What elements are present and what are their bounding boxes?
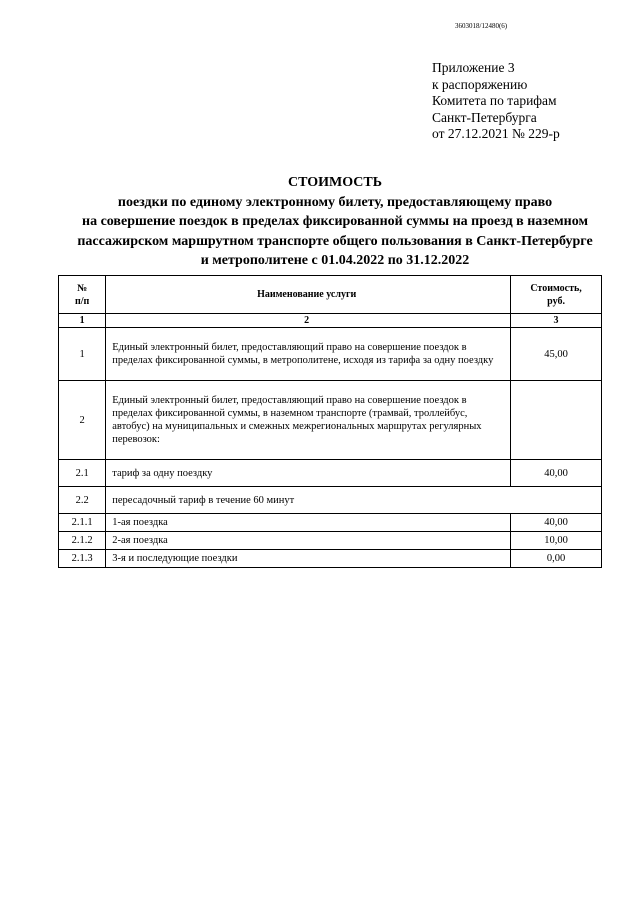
row-price: 0,00 <box>511 550 602 568</box>
appendix-line: от 27.12.2021 № 229-р <box>432 126 560 141</box>
table-row <box>59 532 602 550</box>
table-row <box>59 328 602 381</box>
header-name: Наименование услуги <box>106 276 511 314</box>
row-price: 40,00 <box>511 460 602 487</box>
row-price: 10,00 <box>511 532 602 550</box>
title-line: пассажирском маршрутном транспорте общего пользования в Санкт-Петербурге <box>77 233 593 249</box>
row-price: 45,00 <box>511 328 602 381</box>
appendix-line: к распоряжению <box>432 76 528 92</box>
row-num: 2.1.2 <box>59 532 106 550</box>
table-header-row <box>59 276 602 314</box>
header-num: № п/п <box>59 276 106 314</box>
title-line: на совершение поездок в пределах фиксированной суммы на проезд в наземном <box>82 214 588 229</box>
col-number: 2 <box>106 314 511 328</box>
row-name: 2-ая поездка <box>106 532 511 550</box>
table-row <box>59 487 602 514</box>
document-title <box>0 173 640 271</box>
column-number-row <box>59 314 602 328</box>
row-name: пересадочный тариф в течение 60 минут <box>106 487 602 514</box>
title-heading: СТОИМОСТЬ <box>287 175 383 190</box>
row-price <box>511 381 602 460</box>
row-name: Единый электронный билет, предоставляющий право на совершение поездок в пределах фиксированной суммы, в наземном транспорте (трамвай, троллейбус, автобус) на муниципальных и смежных межрегиональных маршрутах регулярных перевозок: <box>106 381 511 460</box>
row-name: 3-я и последующие поездки <box>106 550 511 568</box>
table-row <box>59 460 602 487</box>
row-num: 2.1.3 <box>59 550 106 568</box>
table-row <box>59 550 602 568</box>
row-price: 40,00 <box>511 514 602 532</box>
title-line: и метрополитене с 01.04.2022 по 31.12.2022 <box>200 253 470 268</box>
appendix-block <box>432 60 560 143</box>
row-name: тариф за одну поездку <box>106 460 511 487</box>
col-number: 1 <box>59 314 106 328</box>
col-number: 3 <box>511 314 602 328</box>
row-num: 2.1 <box>59 460 106 487</box>
row-num: 1 <box>59 328 106 381</box>
table-row <box>59 381 602 460</box>
document-number: 3603018/12480(6) <box>455 22 508 30</box>
title-line: поездки по единому электронному билету, предоставляющему право <box>117 194 553 210</box>
table-row <box>59 514 602 532</box>
appendix-line: Комитета по тарифам <box>432 93 557 108</box>
row-name: 1-ая поездка <box>106 514 511 532</box>
row-num: 2.1.1 <box>59 514 106 532</box>
row-num: 2.2 <box>59 487 106 514</box>
appendix-line: Санкт-Петербурга <box>432 109 537 125</box>
tariff-table <box>58 275 602 568</box>
row-name: Единый электронный билет, предоставляющий право на совершение поездок в пределах фиксированной суммы, в метрополитене, исходя из тарифа за одну поездку <box>106 328 511 381</box>
appendix-line: Приложение 3 <box>432 60 515 75</box>
header-price: Стоимость, руб. <box>511 276 602 314</box>
row-num: 2 <box>59 381 106 460</box>
